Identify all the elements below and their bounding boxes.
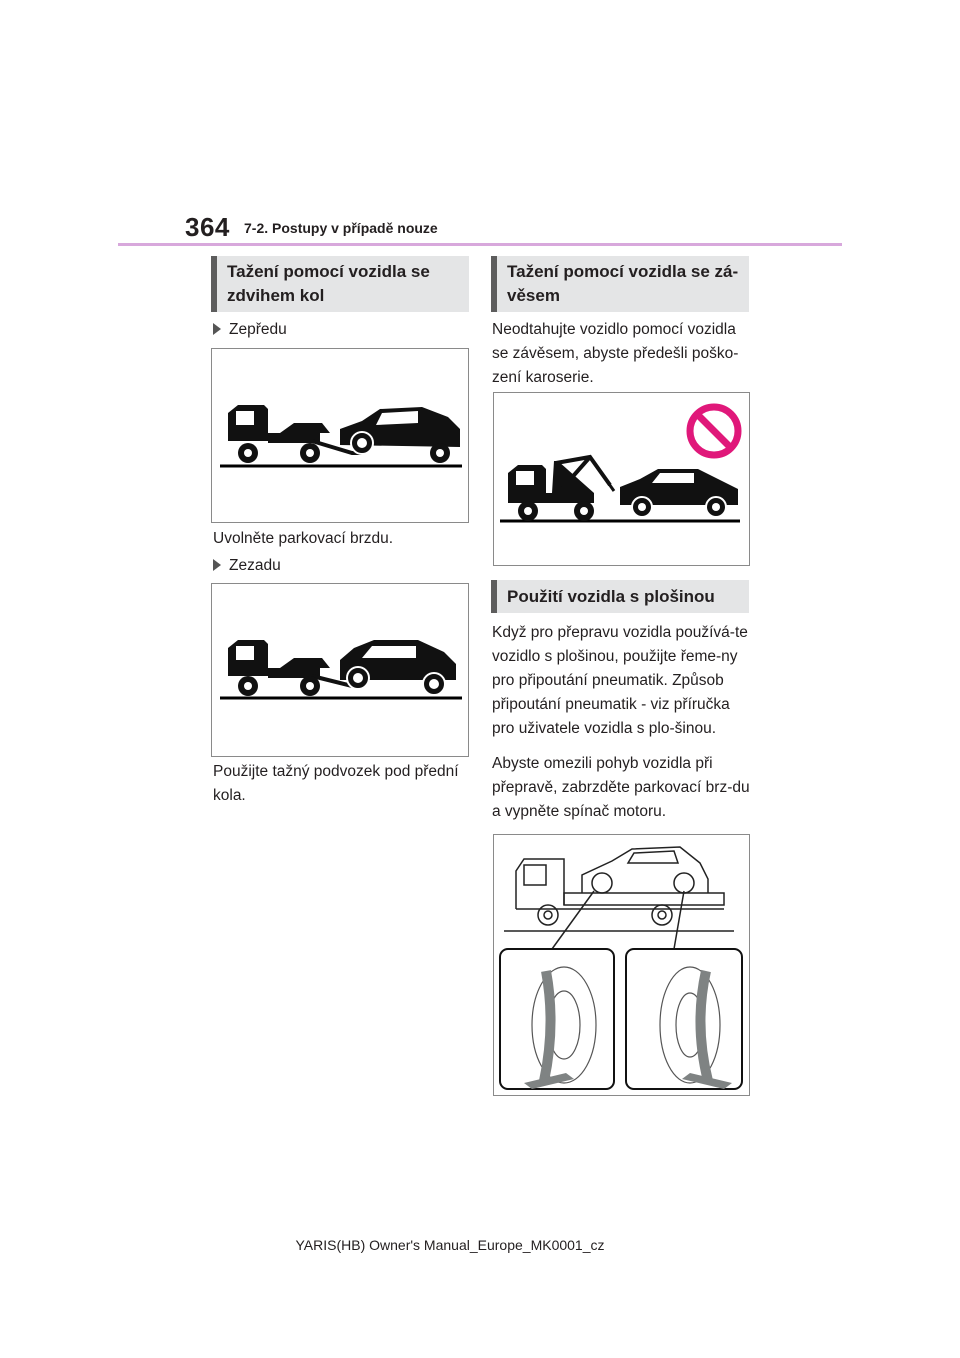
caption-front: Uvolněte parkovací brzdu. xyxy=(213,530,394,547)
bullet-arrow-icon xyxy=(213,559,221,571)
heading-sling: Tažení pomocí vozidla se zá-věsem xyxy=(491,256,749,312)
para-flatbed-1: Když pro přepravu vozidla používá-te vozidlo s plošinou, použijte řeme-ny pro připoutání pneumatik. Způsob připoutání pneumatik - viz příručka pro uživatele vozidla s plo-šinou. xyxy=(492,624,748,737)
bullet-front xyxy=(213,318,287,342)
footer-text: YARIS(HB) Owner's Manual_Europe_MK0001_cz xyxy=(295,1237,605,1253)
bullet-front-label: Zepředu xyxy=(229,321,287,338)
para-sling: Neodtahujte vozidlo pomocí vozidla se závěsem, abyste předešli poško-zení karoserie. xyxy=(492,321,739,386)
figure-tow-rear xyxy=(211,583,469,757)
page-number: 364 xyxy=(185,212,230,242)
bullet-rear-label: Zezadu xyxy=(229,557,281,574)
section-title: 7-2. Postupy v případě nouze xyxy=(244,220,438,236)
prohibition-icon xyxy=(690,407,738,455)
header-divider xyxy=(118,243,842,246)
figure-flatbed xyxy=(493,834,750,1096)
bullet-arrow-icon xyxy=(213,323,221,335)
bullet-rear xyxy=(213,554,281,578)
heading-wheel-lift: Tažení pomocí vozidla se zdvihem kol xyxy=(211,256,469,312)
figure-tow-front xyxy=(211,348,469,523)
para-flatbed-2: Abyste omezili pohyb vozidla při přepravě, zabrzděte parkovací brz-du a vypněte spínač motoru. xyxy=(492,755,750,820)
heading-flatbed: Použití vozidla s plošinou xyxy=(491,580,749,613)
footer xyxy=(0,1237,960,1253)
figure-sling-prohibited xyxy=(493,392,750,566)
caption-rear: Použijte tažný podvozek pod přední kola. xyxy=(213,763,459,804)
